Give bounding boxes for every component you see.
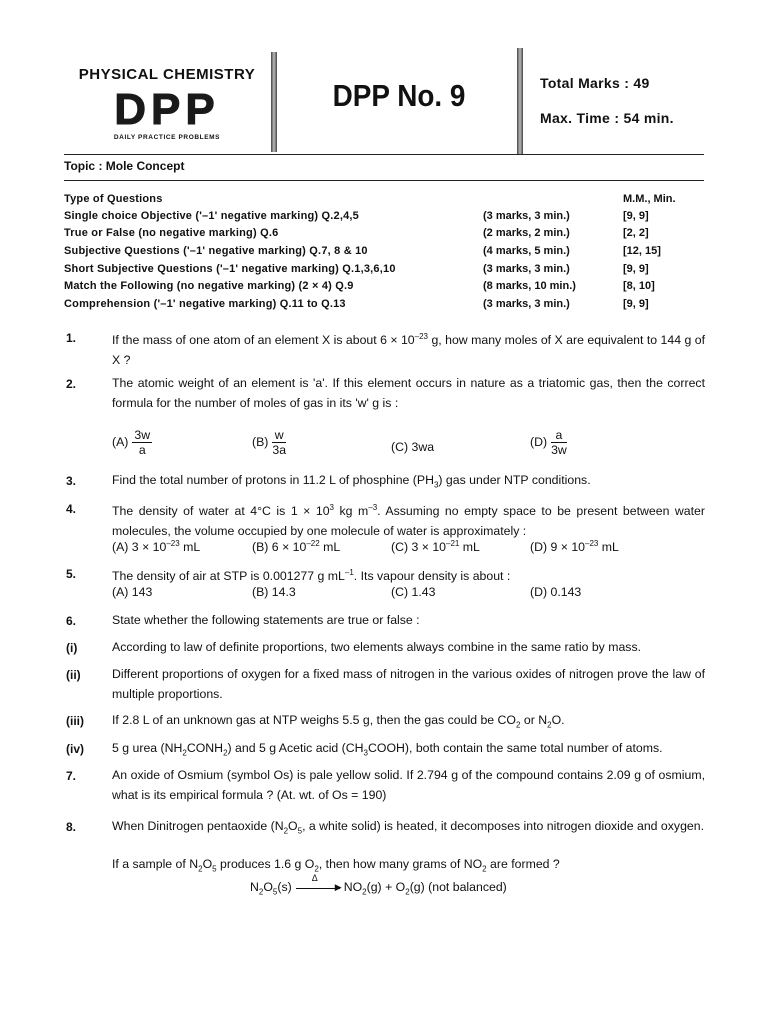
header-divider-left — [271, 52, 277, 152]
option-a: (A) $3 \times 10^{-23}$ mL — [112, 539, 201, 555]
table-row-total: [2, 2] — [623, 227, 649, 239]
reaction-arrow-icon: Δ ▶ — [296, 886, 340, 889]
question-number: 6. — [66, 614, 77, 628]
question-text: State whether the following statements are true or false : — [112, 613, 420, 627]
table-header-mm: M.M., Min. — [623, 193, 676, 205]
question-text: When Dinitrogen pentaoxide ($N_2O_5$, a white solid) is heated, it decomposes into nitrogen dioxide and oxygen. — [112, 819, 705, 836]
sub-question-text: If 2.8 L of an unknown gas at NTP weighs 5.5 g, then the gas could be $CO_2$ or $N_2O$. — [112, 713, 565, 730]
sub-question-text: 5 g urea $(NH_2CONH_2)$ and 5 g Acetic acid $(CH_3COOH)$, both contain the same total number of atoms. — [112, 741, 663, 758]
dpp-logo-subtitle: DAILY PRACTICE PROBLEMS — [113, 134, 221, 141]
question-number: 4. — [66, 502, 77, 516]
option-d: (D) 0.143 — [530, 585, 582, 599]
sub-question-number: (iv) — [66, 742, 84, 756]
table-row-total: [12, 15] — [623, 245, 661, 257]
header-divider-right — [517, 48, 523, 154]
question-text: The density of water at 4°C is $1 \times 10^3$ kg $m^{-3}$. Assuming no empty space to be present between water molecules, the volume occupied by one molecule of water is approximately : — [112, 503, 705, 539]
table-row-marks: (8 marks, 10 min.) — [483, 280, 576, 292]
table-row-total: [9, 9] — [623, 298, 649, 310]
dpp-logo: DPP — [114, 85, 220, 134]
table-row-type: True or False (no negative marking) Q.6 — [64, 227, 279, 239]
table-row-marks: (3 marks, 3 min.) — [483, 298, 570, 310]
option-c: (C) 3wa — [391, 440, 435, 454]
table-row-marks: (4 marks, 5 min.) — [483, 245, 570, 257]
question-number: 1. — [66, 331, 77, 345]
option-b: (B) 14.3 — [252, 585, 296, 599]
question-number: 8. — [66, 820, 77, 834]
option-d: (D) $9 \times 10^{-23}$ mL — [530, 539, 619, 555]
max-time: Max. Time : 54 min. — [540, 110, 674, 126]
table-row-total: [9, 9] — [623, 263, 649, 275]
table-row-marks: (2 marks, 2 min.) — [483, 227, 570, 239]
header-brand — [64, 66, 270, 141]
question-text: Find the total number of protons in 11.2 L of phosphine $(PH_3)$ gas under NTP conditions. — [112, 473, 591, 490]
question-text-line: If a sample of $N_2O_5$ produces 1.6 g $O_2$, then how many grams of $NO_2$ are formed ? — [112, 857, 560, 874]
question-text: An oxide of Osmium (symbol Os) is pale yellow solid. If 2.794 g of the compound contains 2.09 g of osmium, what is its empirical formula ? (At. wt. of Os = 190) — [112, 768, 705, 802]
table-row-total: [8, 10] — [623, 280, 655, 292]
option-b: (B) $\frac{w}{3a}$ — [252, 428, 287, 457]
header-rule — [64, 154, 704, 155]
table-row-total: [9, 9] — [623, 210, 649, 222]
question-text: The atomic weight of an element is 'a'. If this element occurs in nature as a triatomic gas, then the correct formula for the number of moles of gas in its 'w' g is : — [112, 376, 705, 410]
option-b: (B) $6 \times 10^{-22}$ mL — [252, 539, 341, 555]
question-number: 2. — [66, 377, 77, 391]
sub-question-text: According to law of definite proportions, two elements always combine in the same ratio by mass. — [112, 640, 642, 654]
sub-question-number: (ii) — [66, 668, 81, 682]
table-row-type: Match the Following (no negative marking) (2 × 4) Q.9 — [64, 280, 354, 292]
table-row-type: Single choice Objective ('–1' negative marking) Q.2,4,5 — [64, 210, 360, 222]
table-row-marks: (3 marks, 3 min.) — [483, 210, 570, 222]
table-header-type: Type of Questions — [64, 193, 163, 205]
option-d: (D) $\frac{a}{3w}$ — [530, 428, 567, 457]
topic: Topic : Mole Concept — [64, 159, 185, 173]
question-number: 3. — [66, 474, 77, 488]
reaction-equation: $N_2O_5(s)$ Δ ▶ $NO_2(g) + O_2(g)$ (not balanced) — [250, 873, 507, 897]
sub-question-text: Different proportions of oxygen for a fixed mass of nitrogen in the various oxides of nitrogen prove the law of multiple proportions. — [112, 667, 705, 701]
question-number: 5. — [66, 567, 77, 581]
option-a: (A) $\frac{3w}{a}$ — [112, 428, 151, 457]
option-c: (C) $3 \times 10^{-21}$ mL — [391, 539, 480, 555]
topic-rule — [64, 180, 704, 181]
total-marks: Total Marks : 49 — [540, 75, 650, 91]
table-row-type: Short Subjective Questions ('–1' negative marking) Q.1,3,6,10 — [64, 263, 396, 275]
option-c: (C) 1.43 — [391, 585, 436, 599]
table-row-type: Subjective Questions ('–1' negative marking) Q.7, 8 & 10 — [64, 245, 368, 257]
dpp-number: DPP No. 9 — [332, 78, 466, 113]
subject-title: PHYSICAL CHEMISTRY — [78, 66, 256, 83]
question-text: If the mass of one atom of an element X is about $6 \times 10^{-23}$ g, how many moles of X are equivalent to 144 g of X ? — [112, 332, 706, 368]
table-row-type: Comprehension ('–1' negative marking) Q.11 to Q.13 — [64, 298, 346, 310]
sub-question-number: (iii) — [66, 714, 84, 728]
option-a: (A) 143 — [112, 585, 153, 599]
table-row-marks: (3 marks, 3 min.) — [483, 263, 570, 275]
question-text: The density of air at STP is 0.001277 g $mL^{-1}$. Its vapour density is about : — [112, 568, 511, 584]
question-number: 7. — [66, 769, 77, 783]
sub-question-number: (i) — [66, 641, 78, 655]
